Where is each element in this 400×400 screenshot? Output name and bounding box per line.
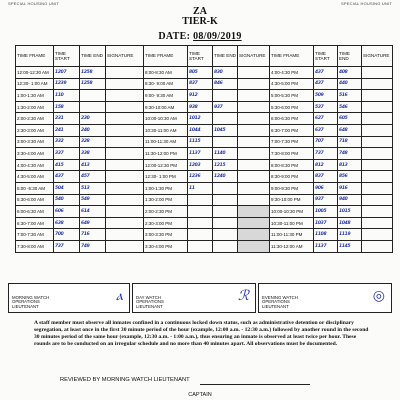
table-row bbox=[16, 171, 393, 183]
time-start-cell[interactable]: 737 bbox=[54, 240, 80, 252]
morning-lieutenant-box[interactable] bbox=[8, 283, 130, 313]
time-end-cell[interactable]: 1215 bbox=[213, 159, 238, 171]
date-label: DATE: bbox=[158, 31, 191, 42]
time-start-cell[interactable]: 415 bbox=[54, 159, 80, 171]
table-body bbox=[16, 67, 393, 253]
time-frame-cell: 6:00-6:30 PM bbox=[270, 113, 314, 125]
col-header: TIME START bbox=[188, 46, 213, 67]
time-frame-cell: 1:00-1:30 PM bbox=[144, 182, 188, 194]
table-row bbox=[16, 182, 393, 194]
time-end-cell[interactable]: 240 bbox=[80, 124, 106, 136]
time-frame-cell: 7:30-8:00 AM bbox=[16, 240, 54, 252]
signature-cell[interactable] bbox=[362, 78, 393, 90]
signature-cell[interactable] bbox=[362, 90, 393, 102]
form-header-right: SPECIAL HOUSING UNIT bbox=[341, 1, 392, 6]
signature-cell[interactable] bbox=[238, 67, 270, 79]
time-end-cell[interactable]: 649 bbox=[80, 217, 106, 229]
time-end-cell[interactable]: 1045 bbox=[213, 124, 238, 136]
time-frame-cell: 5:00-5:30 PM bbox=[270, 90, 314, 102]
time-end-cell[interactable]: 916 bbox=[338, 182, 362, 194]
signature-cell[interactable] bbox=[106, 148, 144, 160]
time-frame-cell: 5:30-6:00 PM bbox=[270, 101, 314, 113]
rounds-log-table bbox=[15, 45, 393, 253]
time-start-cell[interactable]: 1137 bbox=[314, 240, 338, 252]
time-end-cell[interactable]: 516 bbox=[338, 90, 362, 102]
time-start-cell[interactable]: 638 bbox=[54, 217, 80, 229]
time-start-cell[interactable]: 231 bbox=[54, 113, 80, 125]
signature-cell[interactable] bbox=[106, 136, 144, 148]
time-start-cell[interactable]: 1115 bbox=[188, 136, 213, 148]
signature-cell[interactable] bbox=[362, 171, 393, 183]
time-start-cell[interactable]: 509 bbox=[314, 90, 338, 102]
reviewed-by-label: REVIEWED BY MORNING WATCH LIEUTENANT bbox=[60, 377, 190, 383]
time-frame-cell: 1:30-2:00 AM bbox=[16, 101, 54, 113]
time-end-cell[interactable]: 1258 bbox=[80, 78, 106, 90]
time-frame-cell: 8:00-8:30 PM bbox=[270, 159, 314, 171]
signature-cell[interactable] bbox=[238, 229, 270, 241]
observation-policy-notice: A staff member must observe all inmates confined in a continuous locked down status, such as administrative detention or disciplinary segregation, at least once in the first 30 minute period of the hour (example, 12:00 a.m. - 12:30 a.m.) followed by another round in the second 30 minutes period of the same hour (example, 12:30 a.m. - 1:00 a.m.), thus ensuring an inmate is observed at least twice per hour. These rounds are to be conducted on an irregular schedule and no more than 40 minutes apart. All observations must be documented. bbox=[34, 320, 369, 347]
time-end-cell[interactable]: 749 bbox=[80, 240, 106, 252]
time-end-cell[interactable]: 614 bbox=[80, 206, 106, 218]
time-start-cell[interactable]: 337 bbox=[54, 148, 80, 160]
time-end-cell[interactable]: 546 bbox=[338, 101, 362, 113]
time-end-cell[interactable] bbox=[213, 240, 238, 252]
tier-title: TIER-K bbox=[182, 16, 218, 27]
table-header-row bbox=[16, 46, 393, 67]
signature-cell[interactable] bbox=[106, 101, 144, 113]
col-header: TIME FRAME bbox=[144, 46, 188, 67]
time-end-cell[interactable] bbox=[80, 101, 106, 113]
time-frame-cell: 9:00-9:30 PM bbox=[270, 182, 314, 194]
signature-cell[interactable] bbox=[362, 67, 393, 79]
time-end-cell[interactable]: 940 bbox=[338, 194, 362, 206]
signature-cell[interactable] bbox=[106, 240, 144, 252]
time-start-cell[interactable]: 1239 bbox=[54, 78, 80, 90]
time-start-cell[interactable]: 437 bbox=[314, 67, 338, 79]
time-end-cell[interactable]: 230 bbox=[80, 113, 106, 125]
signature-cell[interactable] bbox=[106, 217, 144, 229]
time-start-cell[interactable]: 537 bbox=[314, 101, 338, 113]
time-start-cell[interactable]: 812 bbox=[314, 159, 338, 171]
col-header: SIGNATURE bbox=[106, 46, 144, 67]
time-end-cell[interactable] bbox=[213, 194, 238, 206]
signature-cell[interactable] bbox=[238, 101, 270, 113]
signature-cell[interactable] bbox=[238, 217, 270, 229]
time-frame-cell: 11:30-12:00 PM bbox=[144, 148, 188, 160]
col-header: TIME START bbox=[54, 46, 80, 67]
time-start-cell[interactable]: 1005 bbox=[314, 206, 338, 218]
table-row bbox=[16, 148, 393, 160]
time-start-cell[interactable]: 912 bbox=[188, 90, 213, 102]
time-end-cell[interactable]: 408 bbox=[338, 67, 362, 79]
time-frame-cell: 12:30- 1:00 AM bbox=[16, 78, 54, 90]
signature-cell[interactable] bbox=[362, 206, 393, 218]
time-end-cell[interactable]: 413 bbox=[80, 159, 106, 171]
reviewed-signature-line[interactable] bbox=[200, 384, 310, 385]
time-frame-cell: 12:00-12:30 AM bbox=[16, 67, 54, 79]
time-end-cell[interactable]: 605 bbox=[338, 113, 362, 125]
time-end-cell[interactable]: 718 bbox=[338, 136, 362, 148]
table-row bbox=[16, 229, 393, 241]
col-header: TIME START bbox=[314, 46, 338, 67]
time-start-cell[interactable]: 437 bbox=[54, 171, 80, 183]
signature-cell[interactable] bbox=[106, 194, 144, 206]
time-start-cell[interactable] bbox=[188, 229, 213, 241]
evening-lieutenant-signature-icon: ◎ bbox=[372, 288, 385, 304]
time-end-cell[interactable] bbox=[80, 90, 106, 102]
time-frame-cell: 6:30-7:00 PM bbox=[270, 124, 314, 136]
time-end-cell[interactable]: 338 bbox=[80, 148, 106, 160]
time-start-cell[interactable]: 540 bbox=[54, 194, 80, 206]
time-frame-cell: 3:00-3:30 PM bbox=[144, 229, 188, 241]
signature-cell[interactable] bbox=[362, 101, 393, 113]
table-row bbox=[16, 67, 393, 79]
table-row bbox=[16, 206, 393, 218]
signature-cell[interactable] bbox=[238, 171, 270, 183]
signature-cell[interactable] bbox=[106, 90, 144, 102]
time-start-cell[interactable] bbox=[188, 217, 213, 229]
time-frame-cell: 5:30-6:00 AM bbox=[16, 194, 54, 206]
time-frame-cell: 9:30-10:00 AM bbox=[144, 101, 188, 113]
time-end-cell[interactable]: 1015 bbox=[338, 206, 362, 218]
time-start-cell[interactable]: 1203 bbox=[188, 159, 213, 171]
time-end-cell[interactable]: 748 bbox=[338, 148, 362, 160]
time-frame-cell: 12:30- 1:00 PM bbox=[144, 171, 188, 183]
date-row bbox=[0, 31, 400, 42]
signature-cell[interactable] bbox=[362, 124, 393, 136]
time-frame-cell: 11:00-11:30 PM bbox=[270, 229, 314, 241]
signature-cell[interactable] bbox=[362, 229, 393, 241]
time-frame-cell: 10:00-10:30 AM bbox=[144, 113, 188, 125]
signature-cell[interactable] bbox=[238, 90, 270, 102]
time-end-cell[interactable]: 457 bbox=[80, 171, 106, 183]
table-row bbox=[16, 124, 393, 136]
signature-cell[interactable] bbox=[362, 148, 393, 160]
time-start-cell[interactable] bbox=[188, 194, 213, 206]
time-frame-cell: 6:00-6:30 AM bbox=[16, 206, 54, 218]
time-frame-cell: 10:00-10:30 PM bbox=[270, 206, 314, 218]
signature-cell[interactable] bbox=[106, 113, 144, 125]
time-start-cell[interactable]: 1236 bbox=[188, 171, 213, 183]
time-frame-cell: 4:30-5:00 AM bbox=[16, 171, 54, 183]
time-frame-cell: 9:30-10:00 PM bbox=[270, 194, 314, 206]
time-start-cell[interactable]: 1012 bbox=[188, 113, 213, 125]
table-row bbox=[16, 78, 393, 90]
time-frame-cell: 9:00- 9:30 AM bbox=[144, 90, 188, 102]
time-end-cell[interactable]: 440 bbox=[338, 78, 362, 90]
time-end-cell[interactable]: 1119 bbox=[338, 229, 362, 241]
time-end-cell[interactable]: 813 bbox=[338, 159, 362, 171]
evening-lieutenant-label: EVENING WATCH OPERATIONS LIEUTENANT bbox=[262, 294, 298, 310]
day-lieutenant-signature-icon: ℛ bbox=[237, 288, 249, 304]
time-frame-cell: 3:30-4:00 PM bbox=[144, 240, 188, 252]
col-header: SIGNATURE bbox=[362, 46, 393, 67]
time-start-cell[interactable]: 837 bbox=[188, 78, 213, 90]
col-header: TIME END bbox=[338, 46, 362, 67]
signature-cell[interactable] bbox=[106, 67, 144, 79]
time-end-cell[interactable]: 846 bbox=[213, 78, 238, 90]
signature-cell[interactable] bbox=[238, 124, 270, 136]
time-start-cell[interactable]: 627 bbox=[314, 113, 338, 125]
day-lieutenant-label: DAY WATCH OPERATIONS LIEUTENANT bbox=[136, 294, 164, 310]
time-start-cell[interactable]: 1044 bbox=[188, 124, 213, 136]
time-frame-cell: 10:30-11:00 PM bbox=[270, 217, 314, 229]
time-frame-cell: 2:00-2:30 AM bbox=[16, 113, 54, 125]
col-header: SIGNATURE bbox=[238, 46, 270, 67]
time-end-cell[interactable]: 937 bbox=[213, 101, 238, 113]
signature-cell[interactable] bbox=[238, 78, 270, 90]
time-start-cell[interactable]: 837 bbox=[314, 171, 338, 183]
time-start-cell[interactable]: 1137 bbox=[188, 148, 213, 160]
col-header: TIME FRAME bbox=[16, 46, 54, 67]
time-end-cell[interactable]: 648 bbox=[338, 124, 362, 136]
signature-cell[interactable] bbox=[106, 124, 144, 136]
time-end-cell[interactable]: 328 bbox=[80, 136, 106, 148]
time-start-cell[interactable]: 906 bbox=[314, 182, 338, 194]
signature-cell[interactable] bbox=[362, 113, 393, 125]
unit-title: ZA bbox=[193, 6, 207, 17]
time-frame-cell: 1:30-2:00 PM bbox=[144, 194, 188, 206]
time-end-cell[interactable]: 1140 bbox=[213, 148, 238, 160]
col-header: TIME END bbox=[80, 46, 106, 67]
time-frame-cell: 2:30-3:00 AM bbox=[16, 124, 54, 136]
time-start-cell[interactable]: 504 bbox=[54, 182, 80, 194]
date-value: 08/09/2019 bbox=[193, 31, 242, 42]
signature-cell[interactable] bbox=[106, 182, 144, 194]
time-start-cell[interactable]: 737 bbox=[314, 148, 338, 160]
morning-lieutenant-signature-icon: ⲁ bbox=[116, 288, 123, 304]
time-start-cell[interactable]: 332 bbox=[54, 136, 80, 148]
time-start-cell[interactable]: 637 bbox=[314, 124, 338, 136]
signature-cell[interactable] bbox=[238, 240, 270, 252]
table-row bbox=[16, 240, 393, 252]
table-row bbox=[16, 159, 393, 171]
morning-lieutenant-label: MORNING WATCH OPERATIONS LIEUTENANT bbox=[12, 294, 50, 310]
time-start-cell[interactable]: 700 bbox=[54, 229, 80, 241]
time-frame-cell: 7:00-7:30 AM bbox=[16, 229, 54, 241]
time-start-cell[interactable]: 241 bbox=[54, 124, 80, 136]
evening-lieutenant-box[interactable] bbox=[258, 283, 392, 313]
time-end-cell[interactable] bbox=[213, 206, 238, 218]
time-frame-cell: 4:00-4:30 AM bbox=[16, 159, 54, 171]
time-start-cell[interactable]: 1207 bbox=[54, 67, 80, 79]
signature-cell[interactable] bbox=[238, 182, 270, 194]
signature-cell[interactable] bbox=[238, 113, 270, 125]
time-end-cell[interactable] bbox=[213, 217, 238, 229]
table-row bbox=[16, 136, 393, 148]
time-start-cell[interactable] bbox=[188, 206, 213, 218]
time-start-cell[interactable]: 437 bbox=[314, 78, 338, 90]
time-start-cell[interactable]: 606 bbox=[54, 206, 80, 218]
time-frame-cell: 4:00-4:30 PM bbox=[270, 67, 314, 79]
time-frame-cell: 6:30-7:00 AM bbox=[16, 217, 54, 229]
signature-cell[interactable] bbox=[362, 217, 393, 229]
signature-cell[interactable] bbox=[106, 78, 144, 90]
signature-cell[interactable] bbox=[238, 206, 270, 218]
time-frame-cell: 1:00-1:30 AM bbox=[16, 90, 54, 102]
captain-label: CAPTAIN bbox=[188, 392, 212, 398]
time-start-cell[interactable]: 938 bbox=[188, 101, 213, 113]
table-row bbox=[16, 113, 393, 125]
time-frame-cell: 4:30-5:00 PM bbox=[270, 78, 314, 90]
signature-cell[interactable] bbox=[106, 206, 144, 218]
table-row bbox=[16, 101, 393, 113]
signature-cell[interactable] bbox=[106, 171, 144, 183]
time-end-cell[interactable]: 716 bbox=[80, 229, 106, 241]
time-end-cell[interactable]: 549 bbox=[80, 194, 106, 206]
time-start-cell[interactable]: 707 bbox=[314, 136, 338, 148]
time-frame-cell: 12:00-12:30 PM bbox=[144, 159, 188, 171]
signature-cell[interactable] bbox=[362, 136, 393, 148]
time-start-cell[interactable]: 937 bbox=[314, 194, 338, 206]
time-start-cell[interactable]: 158 bbox=[54, 101, 80, 113]
time-frame-cell: 2:30-3:00 PM bbox=[144, 217, 188, 229]
time-end-cell[interactable]: 830 bbox=[213, 67, 238, 79]
time-end-cell[interactable]: 856 bbox=[338, 171, 362, 183]
time-end-cell[interactable]: 513 bbox=[80, 182, 106, 194]
time-frame-cell: 8:30- 9:00 AM bbox=[144, 78, 188, 90]
signature-cell[interactable] bbox=[106, 159, 144, 171]
time-start-cell[interactable]: 110 bbox=[54, 90, 80, 102]
day-lieutenant-box[interactable] bbox=[132, 283, 256, 313]
time-start-cell[interactable]: 1108 bbox=[314, 229, 338, 241]
time-frame-cell: 8:00-8:30 AM bbox=[144, 67, 188, 79]
signature-cell[interactable] bbox=[238, 148, 270, 160]
time-end-cell[interactable] bbox=[213, 182, 238, 194]
time-end-cell[interactable]: 1048 bbox=[338, 217, 362, 229]
table-row bbox=[16, 90, 393, 102]
time-end-cell[interactable] bbox=[213, 136, 238, 148]
time-frame-cell: 7:00-7:30 PM bbox=[270, 136, 314, 148]
time-end-cell[interactable] bbox=[213, 113, 238, 125]
time-frame-cell: 5:00 -5:30 AM bbox=[16, 182, 54, 194]
time-end-cell[interactable]: 1145 bbox=[338, 240, 362, 252]
table-row bbox=[16, 217, 393, 229]
time-frame-cell: 11:30-12:00 AM bbox=[270, 240, 314, 252]
time-frame-cell: 11:00-11:30 AM bbox=[144, 136, 188, 148]
time-frame-cell: 2:00-2:30 PM bbox=[144, 206, 188, 218]
signature-cell[interactable] bbox=[362, 159, 393, 171]
time-end-cell[interactable] bbox=[213, 229, 238, 241]
signature-cell[interactable] bbox=[362, 182, 393, 194]
time-start-cell[interactable] bbox=[188, 240, 213, 252]
time-frame-cell: 8:30-9:00 PM bbox=[270, 171, 314, 183]
table-row bbox=[16, 194, 393, 206]
signature-cell[interactable] bbox=[238, 159, 270, 171]
time-frame-cell: 3:30-4:00 AM bbox=[16, 148, 54, 160]
time-end-cell[interactable]: 1240 bbox=[213, 171, 238, 183]
time-frame-cell: 7:30-8:00 PM bbox=[270, 148, 314, 160]
time-end-cell[interactable]: 1258 bbox=[80, 67, 106, 79]
signature-cell[interactable] bbox=[238, 136, 270, 148]
form-header-left: SPECIAL HOUSING UNIT bbox=[8, 1, 59, 6]
col-header: TIME FRAME bbox=[270, 46, 314, 67]
signature-cell[interactable] bbox=[106, 229, 144, 241]
signature-cell[interactable] bbox=[238, 194, 270, 206]
time-frame-cell: 10:30-11:00 AM bbox=[144, 124, 188, 136]
col-header: TIME END bbox=[213, 46, 238, 67]
time-start-cell[interactable]: 11 bbox=[188, 182, 213, 194]
signature-cell[interactable] bbox=[362, 240, 393, 252]
time-start-cell[interactable]: 1037 bbox=[314, 217, 338, 229]
time-frame-cell: 3:00-3:30 AM bbox=[16, 136, 54, 148]
signature-cell[interactable] bbox=[362, 194, 393, 206]
time-end-cell[interactable] bbox=[213, 90, 238, 102]
time-start-cell[interactable]: 805 bbox=[188, 67, 213, 79]
